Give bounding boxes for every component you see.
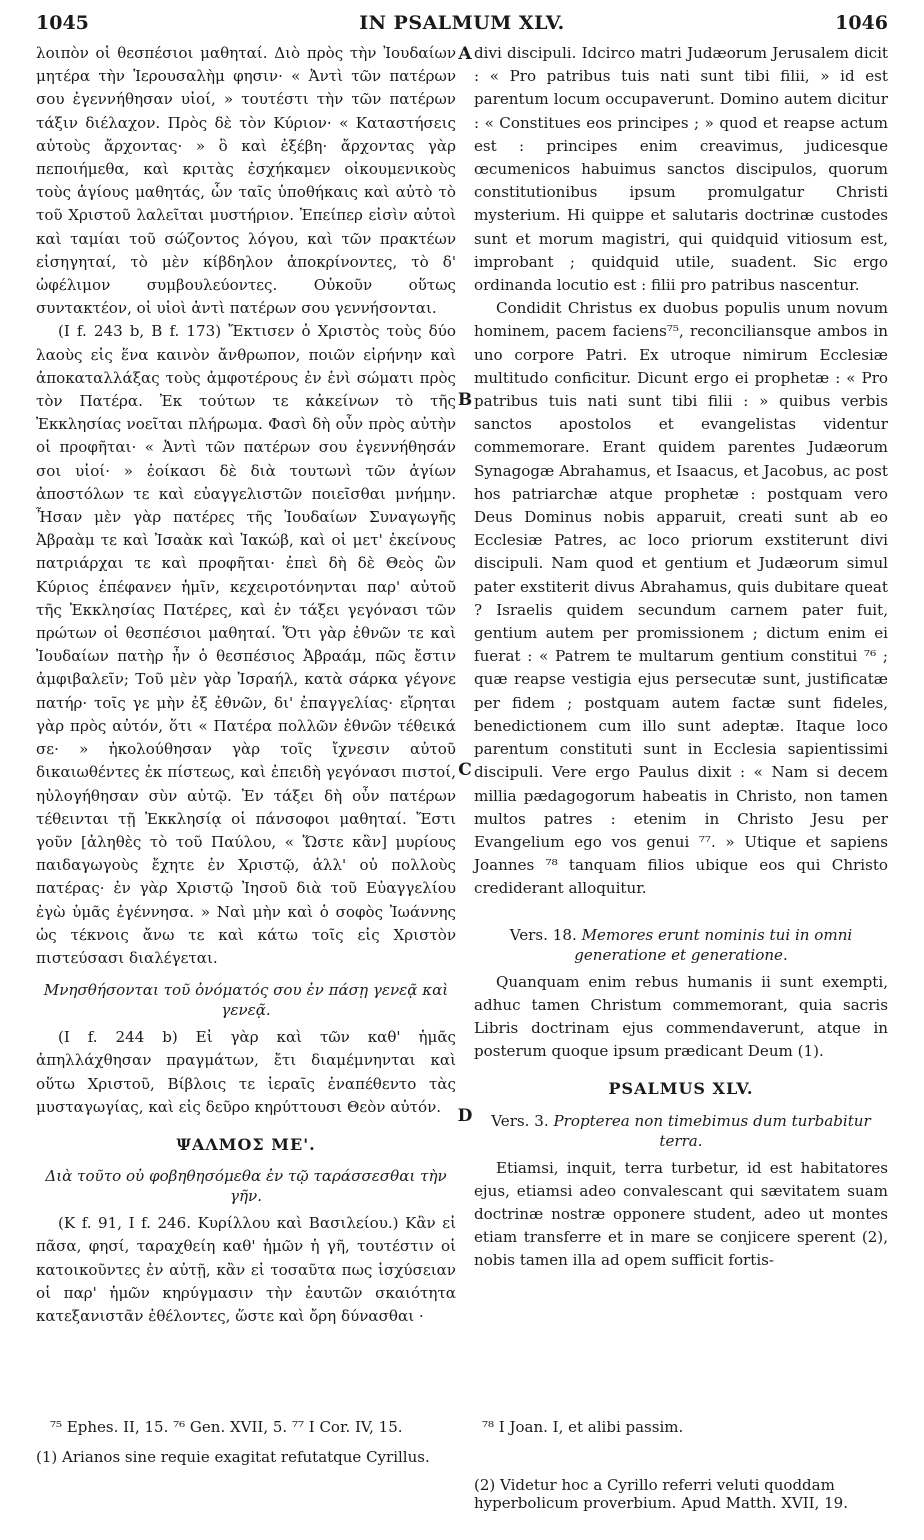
margin-letter-d: D: [457, 1106, 473, 1126]
vers18-label: Vers. 18.: [509, 925, 577, 944]
greek-verse-heading-1: Μνησθήσονται τοῦ ὀνόματός σου ἐν πάσῃ γενεᾷ καὶ γενεᾷ.: [43, 981, 449, 1020]
greek-column: [36, 42, 456, 1328]
vers3-text: Propterea non timebimus dum turbabitur terra.: [553, 1111, 871, 1150]
latin-psalm-title: PSALMUS XLV.: [608, 1079, 754, 1099]
margin-letter-c: C: [458, 760, 472, 780]
latin-verse-heading-18: [474, 925, 888, 965]
footnote-2: (2) Videtur hoc a Cyrillo referri veluti quoddam hyperbolicum proverbium. Apud Matth. XVII, 19.: [474, 1476, 848, 1512]
footnote-1: (1) Arianos sine requie exagitat refutatque Cyrillus.: [36, 1448, 430, 1466]
running-title: IN PSALMUM XLV.: [359, 12, 565, 34]
greek-paragraph-3: (I f. 244 b) Εἰ γὰρ καὶ τῶν καθ' ἡμᾶς ἀπηλλάχθησαν πραγμάτων, ἔτι διαμέμνηνται καὶ οὕτω Χριστοῦ, Βίβλοις τε ἱεραῖς ἐναπέθεντο τὰς μυσταγωγίας, καὶ εἰς δεῦρο κηρύττουσι Θεὸν αὐτόν.: [36, 1028, 456, 1116]
greek-verse-heading-2: Διὰ τοῦτο οὐ φοβηθησόμεθα ἐν τῷ ταράσσεσθαι τὴν γῆν.: [45, 1167, 447, 1206]
running-header: [36, 12, 888, 36]
left-page-number: 1045: [36, 12, 89, 34]
latin-paragraph-4: Etiamsi, inquit, terra turbetur, id est habitatores ejus, etiamsi adeo convalescant qui sævitatem suam doctrinæ nostræ opponere student, adeo ut montes etiam transferre et in mare se conjicere sperent (2), nobis tamen illa ad opem sufficit fortis-: [474, 1158, 888, 1270]
column-spacer: [474, 901, 888, 915]
greek-psalm-title: ΨΑΛΜΟΣ ΜΕ'.: [176, 1134, 316, 1154]
latin-verse-heading-3: [474, 1111, 888, 1151]
latin-paragraph-3: Quanquam enim rebus humanis ii sunt exempti, adhuc tamen Christum commemorant, quia sacris Libris doctrinam ejus commendaverunt, atque in posterum quoque ipsum prædicant Deum (1).: [474, 972, 888, 1061]
latin-paragraph-2: Condidit Christus ex duobus populis unum novum hominem, pacem faciens⁷⁵, reconciliansque ambos in uno corpore Patri. Ex utroque nimirum Ecclesiæ multitudo conficitur. Dicunt ergo ei prophetæ : « Pro patribus tuis nati sunt tibi filii : » quibus verbis sanctos apostolos et evangelistas videntur commemorare. Erant quidem parentes Judæorum Synagogæ Abrahamus, et Isaacus, et Jacobus, ac post hos patriarchæ atque prophetæ : postquam vero Deus Dominus nobis apparuit, creati sunt ab eo Ecclesiæ Patres, ac loco priorum exstiterunt divi discipuli. Nam quod et gentium et Judæorum simul pater exstiterit divus Abrahamus, quis dubitare queat ? Israelis quidem secundum carnem pater fuit, gentium autem per promissionem ; dictum enim ei fuerat : « Patrem te multarum gentium constitui ⁷⁶ ; quæ reapse vestigia ejus persecutæ sunt, justificatæ per fidem ; postquam autem factæ sunt fideles, benedictionem cum illo sunt adeptæ. Itaque loco parentum constituti sunt in Ecclesia sapientissimi discipuli. Vere ergo Paulus dixit : « Nam si decem millia pædagogorum habeatis in Christo, non tamen multos patres : etenim in Christo Jesu per Evangelium ego vos genui ⁷⁷. » Utique et sapiens Joannes ⁷⁸ tanquam filios ubique eos qui Christo crediderant alloquitur.: [474, 299, 888, 898]
right-page-number: 1046: [835, 12, 888, 34]
vers3-label: Vers. 3.: [491, 1111, 549, 1130]
latin-column: [474, 42, 888, 1273]
latin-paragraph-1: divi discipuli. Idcirco matri Judæorum Jerusalem dicit : « Pro patribus tuis nati sunt tibi filii, » id est parentum locum occupaverunt. Domino autem dicitur : « Constitues eos principes ; » quod et reapse actum est : principes enim creavimus, judicesque œcumenicos habuimus sanctos discipulos, quorum constitutionibus ipsum promulgatur Christi mysterium. Hi quippe et salutaris doctrinæ custodes sunt et morum magistri, qui quidquid vitiosum est, improbant ; quidquid utile, suadent. Sic ergo ordinanda locutio est : filii pro patribus nascentur.: [474, 44, 888, 295]
margin-letter-a: A: [458, 44, 472, 64]
margin-letter-b: B: [457, 390, 473, 410]
greek-paragraph-1: λοιπὸν οἱ θεσπέσιοι μαθηταί. Διὸ πρὸς τὴν Ἰουδαίων μητέρα τὴν Ἱερουσαλὴμ φησιν· « Ἀντὶ τῶν πατέρων σου ἐγεννήθησαν υἱοί, » τουτέστι τὴν τῶν πατέρων τάξιν διέλαχον. Πρὸς δὲ τὸν Κύριον· « Καταστήσεις αὐτοὺς ἄρχοντας· » ὃ καὶ ἐξέβη· ἄρχοντας γὰρ πεποιήμεθα, καὶ κριτὰς ἐσχήκαμεν οἰκουμενικοὺς τοὺς ἁγίους μαθητάς, ὧν ταῖς ὑποθήκαις καὶ αὐτὸ τὸ τοῦ Χριστοῦ λαλεῖται μυστήριον. Ἐπείπερ εἰσὶν αὐτοὶ καὶ ταμίαι τοῦ σώζοντος λόγου, καὶ τῶν πρακτέων εἰσηγηταί, τὸ μὲν κίβδηλον ἀποκρίνοντες, τὸ δ' ὠφέλιμον συμβουλεύοντες. Οὐκοῦν οὕτως συντακτέον, οἱ υἱοὶ ἀντὶ πατέρων σου γεννήσονται.: [36, 44, 456, 318]
greek-paragraph-4: (K f. 91, I f. 246. Κυρίλλου καὶ Βασιλείου.) Κἂν εἰ πᾶσα, φησί, ταραχθείη καθ' ἡμῶν ἡ γῆ, τουτέστιν οἱ κατοικοῦντες ἐν αὐτῇ, κἂν εἰ τοσαῦτα πως ἰσχύσειαν οἱ παρ' ἡμῶν κηρύγμασιν τὴν ἑαυτῶν σκαιότητα κατεξανιστᾶν ἐθέλοντες, ὥστε καὶ ὄρη δύνασθαι ·: [36, 1214, 456, 1325]
latin-scripture-refs: ⁷⁸ I Joan. I, et alibi passim.: [482, 1418, 684, 1436]
greek-paragraph-2: (I f. 243 b, B f. 173) Ἔκτισεν ὁ Χριστὸς τοὺς δύο λαοὺς εἰς ἕνα καινὸν ἄνθρωπον, ποιῶν εἰρήνην καὶ ἀποκαταλλάξας τοὺς ἀμφοτέρους ἐν ἑνὶ σώματι πρὸς τὸν Πατέρα. Ἐκ τούτων τε κἀκείνων τὸ τῆς Ἐκκλησίας νοεῖται πλήρωμα. Φασὶ δὴ οὖν πρὸς αὐτὴν οἱ προφῆται· « Ἀντὶ τῶν πατέρων σου ἐγεννήθησάν σοι υἱοί· » ἐοίκασι δὲ διὰ τουτωνὶ τῶν ἁγίων ἀποστόλων τε καὶ εὐαγγελιστῶν ποιεῖσθαι μνήμην. Ἦσαν μὲν γὰρ πατέρες τῆς Ἰουδαίων Συναγωγῆς Ἀβραὰμ τε καὶ Ἰσαὰκ καὶ Ἰακώβ, καὶ οἱ μετ' ἐκείνους πατριάρχαι τε καὶ προφῆται· ἐπεὶ δὴ δὲ Θεὸς ὢν Κύριος ἐπέφανεν ἡμῖν, κεχειροτόνηνται παρ' αὐτοῦ τῆς Ἐκκλησίας Πατέρες, καὶ ἐν τάξει γεγόνασι τῶν πρώτων οἱ θεσπέσιοι μαθηταί. Ὅτι γὰρ ἐθνῶν τε καὶ Ἰουδαίων πατὴρ ἦν ὁ θεσπέσιος Ἀβραάμ, πῶς ἔστιν ἀμφιβαλεῖν; Τοῦ μὲν γὰρ Ἰσραήλ, κατὰ σάρκα γέγονε πατήρ· τοῖς γε μὴν ἐξ ἐθνῶν, δι' ἐπαγγελίας· εἴρηται γὰρ πρὸς αὐτόν, ὅτι « Πατέρα πολλῶν ἐθνῶν τέθεικά σε· » ἠκολούθησαν γὰρ τοῖς ἴχνεσιν αὐτοῦ δικαιωθέντες ἐκ πίστεως, καὶ ἐπειδὴ γεγόνασι πιστοί, ηὐλογήθησαν σὺν αὐτῷ. Ἐν τάξει δὴ οὖν πατέρων τέθεινται τῇ Ἐκκλησίᾳ οἱ πάνσοφοι μαθηταί. Ἔστι γοῦν [ἀληθὲς τὸ τοῦ Παύλου, « Ὥστε κἂν] μυρίους παιδαγωγοὺς ἔχητε ἐν Χριστῷ, ἀλλ' οὐ πολλοὺς πατέρας· ἐν γὰρ Χριστῷ Ἰησοῦ διὰ τοῦ Εὐαγγελίου ἐγὼ ὑμᾶς ἐγέννησα. » Ναὶ μὴν καὶ ὁ σοφὸς Ἰωάννης ὡς τέκνοις ἄνω τε καὶ κάτω τοῖς εἰς Χριστὸν πιστεύσασι διαλέγεται.: [36, 322, 456, 967]
vers18-text: Memores erunt nominis tui in omni generatione et generatione.: [574, 925, 853, 964]
greek-scripture-refs: ⁷⁵ Ephes. II, 15. ⁷⁶ Gen. XVII, 5. ⁷⁷ I Cor. IV, 15.: [50, 1418, 403, 1436]
